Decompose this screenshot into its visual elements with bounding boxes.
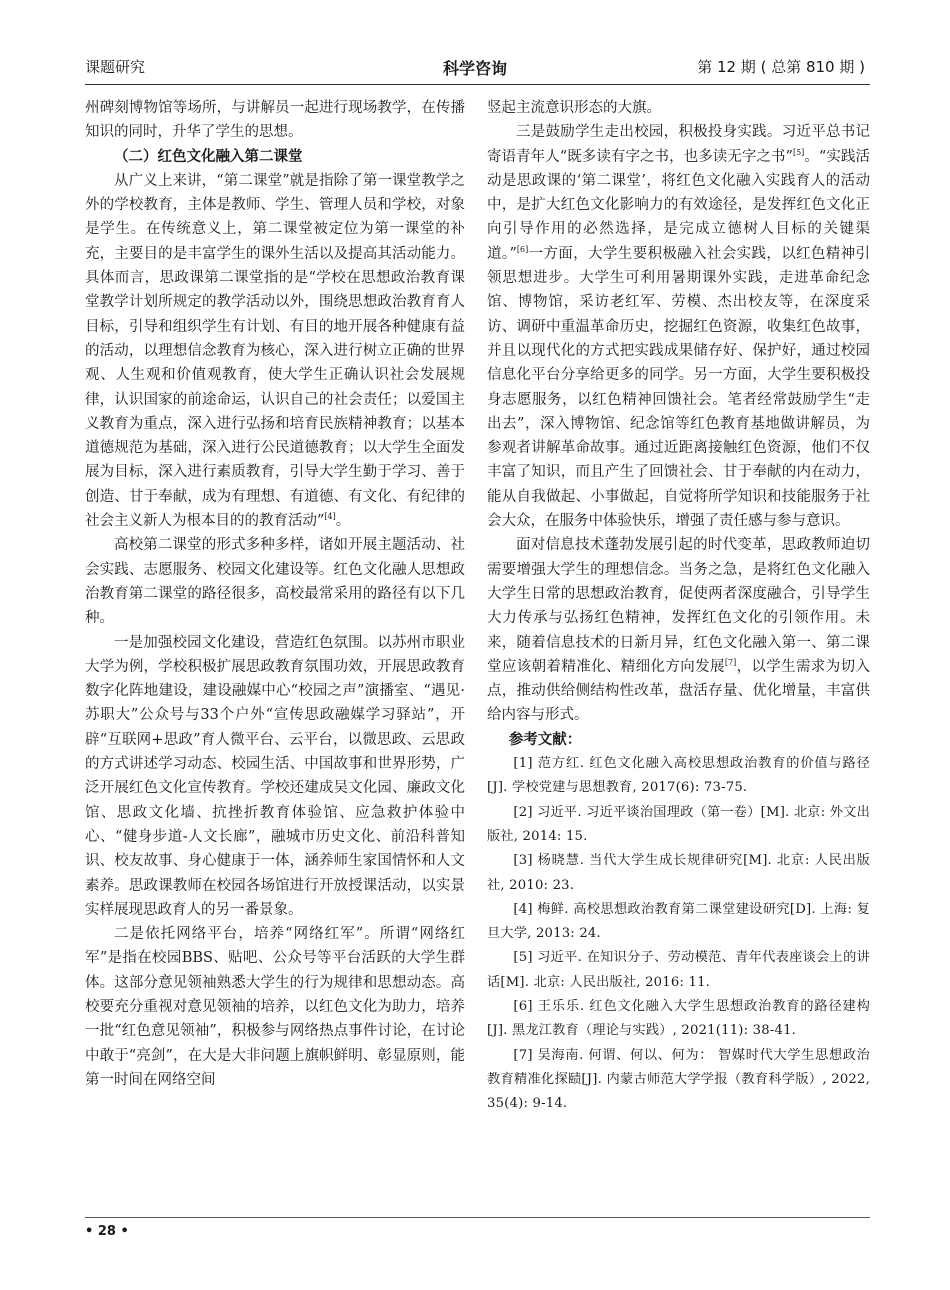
paragraph-campus-culture: 一是加强校园文化建设，营造红色氛围。以苏州市职业大学为例，学校积极扩展思政教育氛围功效，开展思政教育数字化阵地建设，建设融媒中心“校园之声”演播室、“遇见·苏职大”公众号与33个户外“宣传思政融媒学习驿站”，开辟“互联网+思政”育人微平台、云平台，以微思政、云思政的方式讲述学习动态、校园生活、中国故事和世界形势，广泛开展红色文化宣传教育。学校还建成吴文化园、廉政文化馆、思政文化墙、抗挫折教育体验馆、应急救护体验中心、“健身步道-人文长廊”，融城市历史文化、前沿科普知识、校友故事、身心健康于一体，涵养师生家国情怀和人文素养。思政课教师在校园各场馆进行开放授课活动，以实景实样展现思政育人的另一番景象。 [85, 634, 465, 918]
reference-item: [6] 王乐乐. 红色文化融入大学生思想政治教育的路径建构[J]. 黑龙江教育（理论与实践）, 2021(11): 38-41. [487, 998, 870, 1039]
reference-item: [3] 杨晓慧. 当代大学生成长规律研究[M]. 北京: 人民出版社, 2010: 23. [487, 853, 870, 893]
running-header [85, 50, 865, 80]
reference-item: [2] 习近平. 习近平谈治国理政（第一卷）[M]. 北京: 外文出版社, 2014: 15. [487, 804, 870, 844]
paragraph-end: 。 [335, 513, 351, 530]
paragraph-text: ，以学生需求为切入点，推动供给侧结构性改革，盘活存量、优化增量，丰富供给内容与形式。 [487, 658, 870, 724]
reference-item: [1] 范方红. 红色文化融入高校思想政治教育的价值与路径[J]. 学校党建与思想教育, 2017(6): 73-75. [487, 756, 870, 796]
left-column [85, 96, 465, 1092]
references-heading: 参考文献： [508, 730, 582, 748]
paragraph-network-platform: 二是依托网络平台，培养“网络红军”。所谓“网络红军”是指在校园BBS、贴吧、公众号等平台活跃的大学生群体。这部分意见领袖熟悉大学生的行为规律和思想动态。高校要充分重视对意见领袖的培养，以红色文化为助力，培养一批“红色意见领袖”，积极参与网络热点事件讨论，在讨论中敢于“亮剑”，在大是大非问题上旗帜鲜明、彰显原则，能第一时间在网络空间 [85, 926, 465, 1088]
header-rule [85, 84, 870, 85]
footer-rule [85, 1217, 870, 1218]
citation-5: [5] [792, 147, 805, 157]
header-journal-title: 科学咨询 [442, 59, 507, 78]
paragraph-continued: 州碑刻博物馆等场所，与讲解员一起进行现场教学，在传播知识的同时，升华了学生的思想。 [85, 100, 465, 141]
paragraph-forms: 高校第二课堂的形式多种多样，诸如开展主题活动、社会实践、志愿服务、校园文化建设等。红色文化融人思想政治教育第二课堂的路径很多，高校最常采用的路径有以下几种。 [85, 537, 465, 627]
reference-item: [7] 吴海南. 何谓、何以、何为： 智媒时代大学生思想政治教育精准化探赜[J]. 内蒙古师范大学学报（教育科学版）, 2022, 35(4): 9-14. [487, 1047, 870, 1112]
reference-item: [4] 梅鲜. 高校思想政治教育第二课堂建设研究[D]. 上海: 复旦大学, 2013: 24. [487, 901, 870, 942]
paragraph-second-classroom-definition [85, 169, 465, 533]
right-column [487, 96, 870, 1116]
paragraph-conclusion [487, 533, 870, 727]
paragraph-continued: 竖起主流意识形态的大旗。 [487, 100, 661, 116]
paragraph-practice [487, 120, 870, 533]
paragraph-text: 。“实践活动是思政课的‘第二课堂’，将红色文化融入实践育人的活动中，是扩大红色文化影响力的有效途径，是发挥红色文化正向引导作用的必然选择，是完成立德树人目标的关键渠道。” [487, 148, 870, 262]
citation-6: [6] [516, 244, 529, 254]
section-heading: （二）红色文化融入第二课堂 [114, 147, 303, 165]
header-issue-number: 第 12 期 ( 总第 810 期 ) [697, 58, 865, 76]
reference-item: [5] 习近平. 在知识分子、劳动模范、青年代表座谈会上的讲话[M]. 北京: 人民出版社, 2016: 11. [487, 950, 870, 990]
paragraph-text: 三是鼓励学生走出校园，积极投身实践。习近平总书记寄语青年人“既多读有字之书，也多读无字之书” [487, 124, 870, 165]
header-section-label: 课题研究 [85, 58, 146, 76]
paragraph-text: 一方面，大学生要积极融入社会实践，以红色精神引领思想进步。大学生可利用暑期课外实践，走进革命纪念馆、博物馆，采访老红军、劳模、杰出校友等，在深度采访、调研中重温革命历史，挖掘红色资源，收集红色故事，并且以现代化的方式把实践成果储存好、保护好，通过校园信息化平台分享给更多的同学。另一方面，大学生要积极投身志愿服务，以红色精神回馈社会。笔者经常鼓励学生“走出去”，深入博物馆、纪念馆等红色教育基地做讲解员，为参观者讲解革命故事。通过近距离接触红色资源，他们不仅丰富了知识，而且产生了回馈社会、甘于奉献的内在动力，能从自我做起、小事做起，自觉将所学知识和技能服务于社会大众，在服务中体验快乐，增强了责任感与参与意识。 [487, 245, 870, 530]
page-number: • 28 • [85, 1224, 129, 1239]
paragraph-text: 从广义上来讲，“第二课堂”就是指除了第一课堂教学之外的学校教育，主体是教师、学生、管理人员和学校，对象是学生。在传统意义上，第二课堂被定位为第一课堂的补充，主要目的是丰富学生的课外生活以及提高其活动能力。具体而言，思政课第二课堂指的是“学校在思想政治教育课堂教学计划所规定的教学活动以外，围绕思想政治教育育人目标，引导和组织学生有计划、有目的地开展各种健康有益的活动，以理想信念教育为核心，深入进行树立正确的世界观、人生观和价值观教育，使大学生正确认识社会发展规律，认识国家的前途命运，认识自己的社会责任；以爱国主义教育为重点，深入进行弘扬和培育民族精神教育；以基本道德规范为基础，深入进行公民道德教育；以大学生全面发展为目标，深入进行素质教育，引导大学生勤于学习、善于创造、甘于奉献，成为有理想、有道德、有文化、有纪律的社会主义新人为根本目的的教育活动” [85, 172, 465, 530]
paragraph-text: 面对信息技术蓬勃发展引起的时代变革，思政教师迫切需要增强大学生的理想信念。当务之急，是将红色文化融入大学生日常的思想政治教育，促使两者深度融合，引导学生大力传承与弘扬红色精神，发挥红色文化的引领作用。未来，随着信息技术的日新月异，红色文化融入第一、第二课堂应该朝着精准化、精细化方向发展 [487, 537, 870, 675]
citation-7: [7] [724, 658, 737, 667]
citation-4: [4] [324, 512, 336, 522]
